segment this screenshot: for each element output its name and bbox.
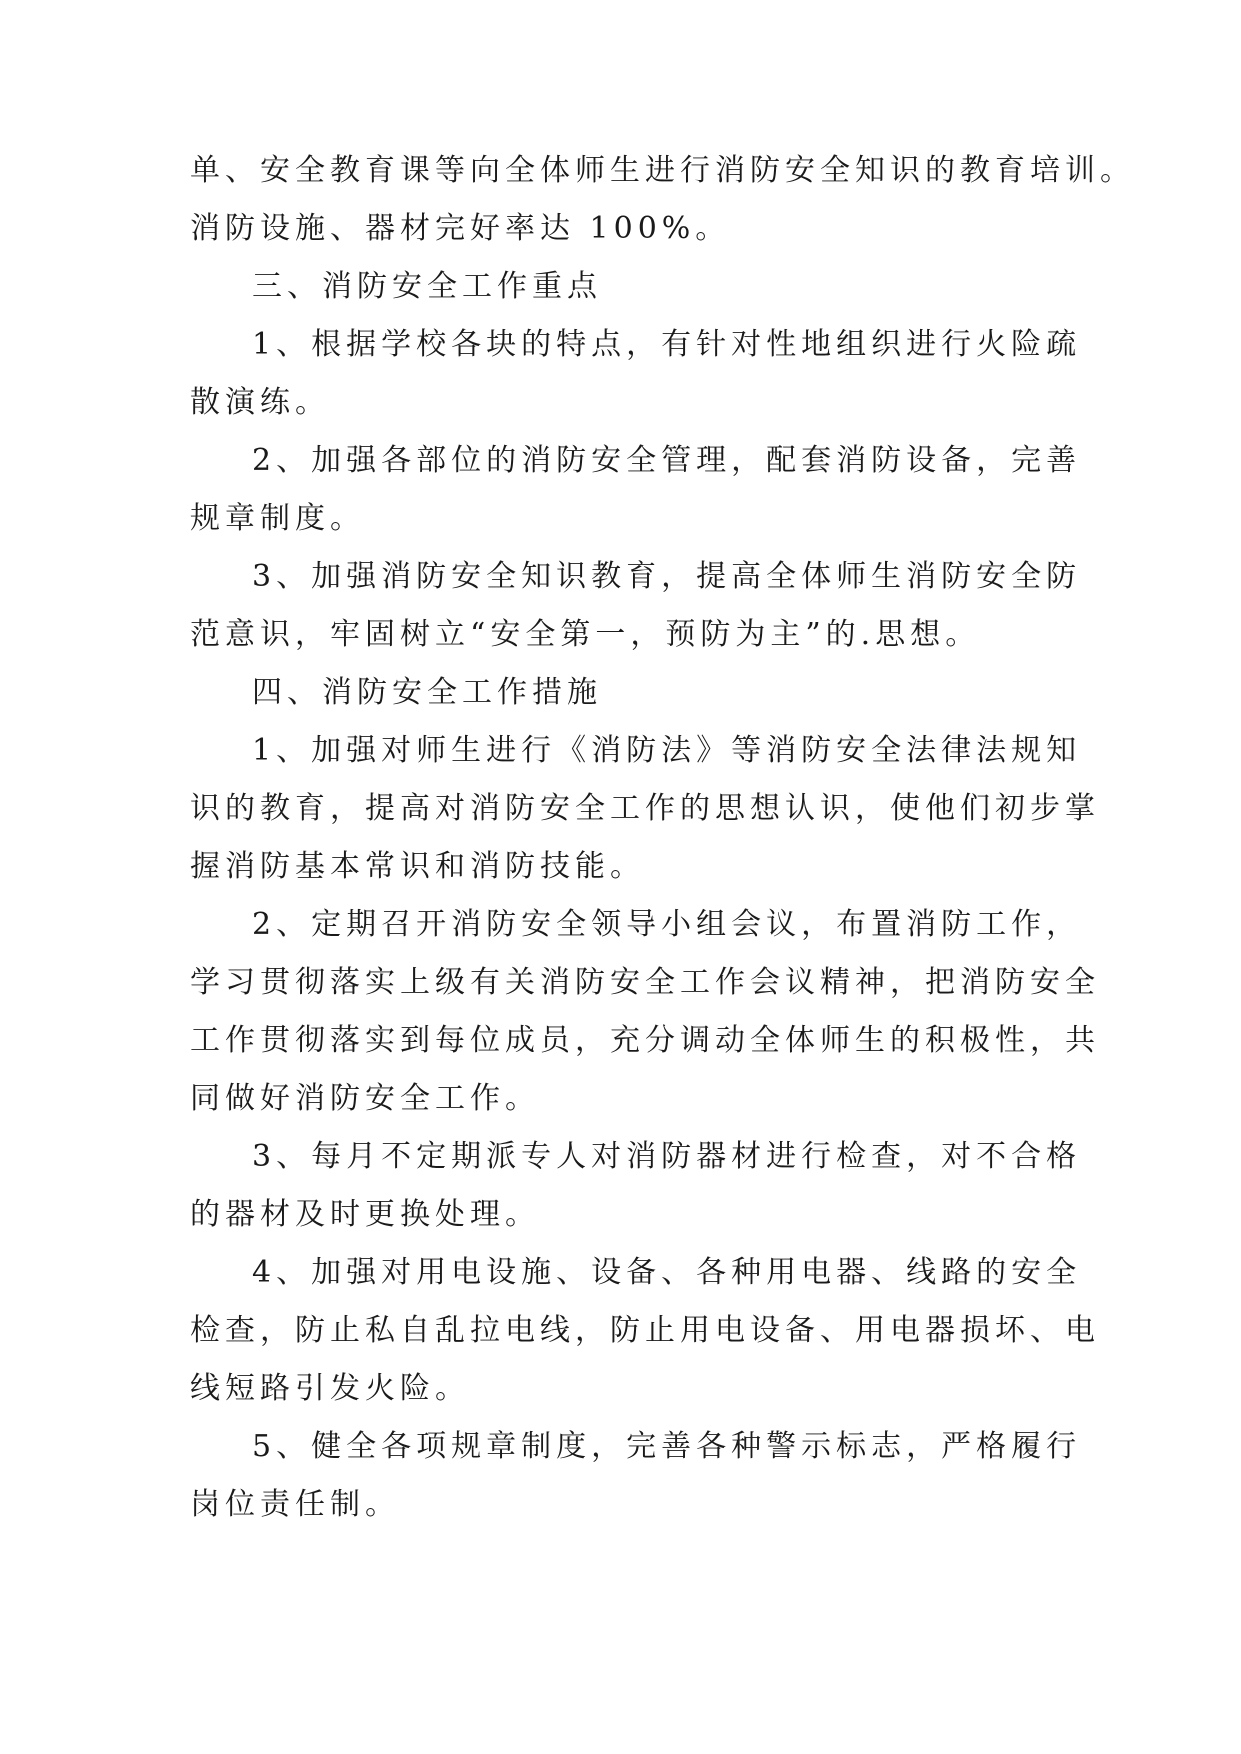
text-line: 1、根据学校各块的特点，有针对性地组织进行火险疏 — [252, 327, 1082, 362]
text-line: 5、健全各项规章制度，完善各种警示标志，严格履行 — [252, 1429, 1082, 1464]
text-line: 同做好消防安全工作。 — [190, 1081, 540, 1116]
text-line: 范意识，牢固树立“安全第一，预防为主”的.思想。 — [190, 617, 981, 652]
text-line: 学习贯彻落实上级有关消防安全工作会议精神，把消防安全 — [190, 965, 1100, 1000]
text-line: 消防设施、器材完好率达 100%。 — [190, 211, 731, 246]
document-body — [190, 142, 1135, 1534]
text-line: 1、加强对师生进行《消防法》等消防安全法律法规知 — [252, 733, 1082, 768]
text-line: 2、定期召开消防安全领导小组会议，布置消防工作， — [252, 907, 1082, 942]
text-line: 工作贯彻落实到每位成员，充分调动全体师生的积极性，共 — [190, 1023, 1100, 1058]
text-line: 3、加强消防安全知识教育，提高全体师生消防安全防 — [252, 559, 1082, 594]
text-line: 的器材及时更换处理。 — [190, 1197, 540, 1232]
text-line: 检查，防止私自乱拉电线，防止用电设备、用电器损坏、电 — [190, 1313, 1100, 1348]
text-line: 规章制度。 — [190, 501, 365, 536]
text-line: 2、加强各部位的消防安全管理，配套消防设备，完善 — [252, 443, 1082, 478]
text-line: 散演练。 — [190, 385, 330, 420]
text-line: 4、加强对用电设施、设备、各种用电器、线路的安全 — [252, 1255, 1082, 1290]
text-line: 3、每月不定期派专人对消防器材进行检查，对不合格 — [252, 1139, 1082, 1174]
section-heading: 三、消防安全工作重点 — [252, 269, 602, 304]
text-line: 线短路引发火险。 — [190, 1371, 470, 1406]
text-line: 握消防基本常识和消防技能。 — [190, 849, 645, 884]
text-line: 单、安全教育课等向全体师生进行消防安全知识的教育培训。 — [190, 153, 1135, 188]
text-line: 岗位责任制。 — [190, 1487, 400, 1522]
text-line: 识的教育，提高对消防安全工作的思想认识，使他们初步掌 — [190, 791, 1100, 826]
section-heading: 四、消防安全工作措施 — [252, 675, 602, 710]
